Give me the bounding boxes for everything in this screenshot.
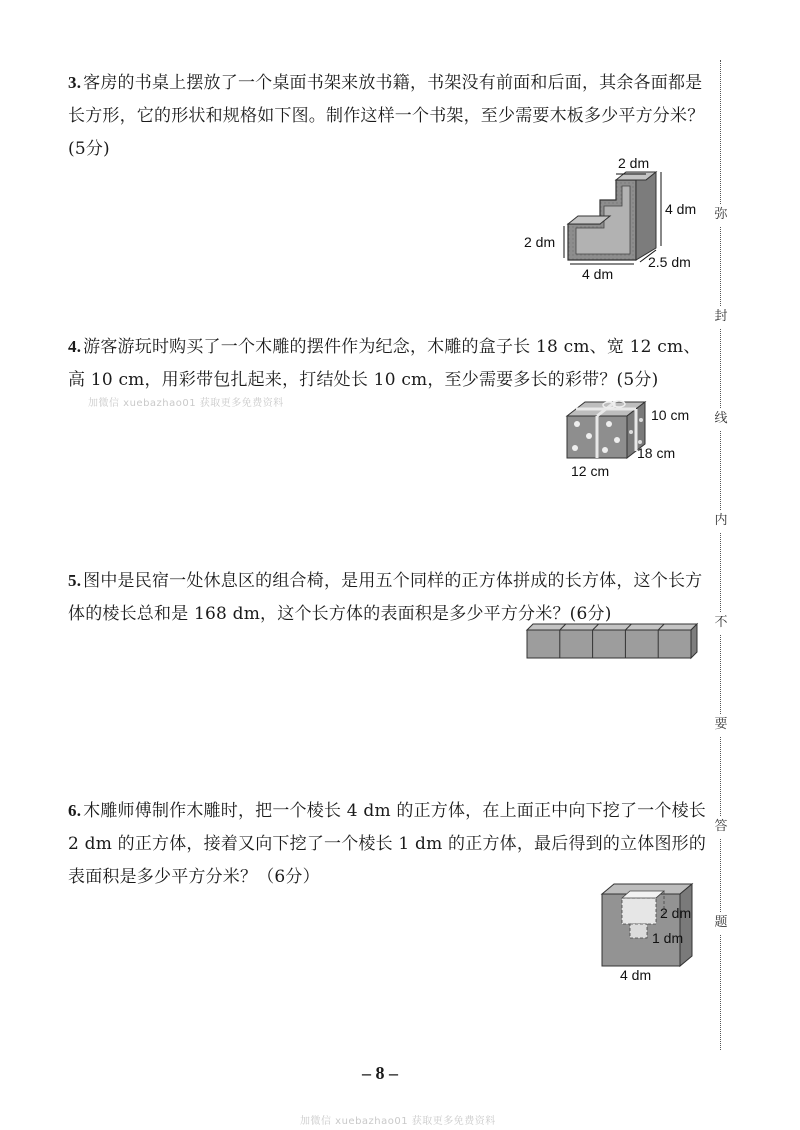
question-number: 4. — [68, 337, 82, 356]
bench-figure — [525, 622, 705, 662]
binding-char: 线 — [710, 408, 732, 430]
question-4 — [68, 330, 708, 397]
dim-label: 4 dm — [665, 201, 697, 217]
question-number: 3. — [68, 73, 82, 92]
question-text: 图中是民宿一处休息区的组合椅，是用五个同样的正方体拼成的长方体，这个长方体的棱长总和是 168 dm，这个长方体的表面积是多少平方分米？(6分) — [68, 571, 703, 624]
dim-label: 18 cm — [637, 445, 676, 461]
binding-char: 封 — [710, 306, 732, 328]
dim-label: 2 dm — [524, 234, 556, 250]
gift-box-figure — [555, 392, 715, 484]
dim-label: 2 dm — [660, 905, 692, 921]
page-number: – 8 – — [362, 1063, 398, 1083]
dim-label: 2.5 dm — [648, 254, 691, 270]
carved-cube-figure — [596, 880, 711, 990]
question-6 — [68, 794, 708, 894]
binding-char: 弥 — [710, 204, 732, 226]
dim-label: 12 cm — [571, 463, 610, 479]
dim-label: 2 dm — [618, 155, 650, 171]
binding-char: 要 — [710, 714, 732, 736]
dim-label: 1 dm — [652, 930, 684, 946]
question-5 — [68, 564, 708, 631]
binding-char: 答 — [710, 816, 732, 838]
question-text: 游客游玩时购买了一个木雕的摆件作为纪念，木雕的盒子长 18 cm、宽 12 cm、高 10 cm，用彩带包扎起来，打结处长 10 cm，至少需要多长的彩带？(5分) — [68, 337, 701, 390]
question-text: 客房的书桌上摆放了一个桌面书架来放书籍，书架没有前面和后面，其余各面都是长方形，它的形状和规格如下图。制作这样一个书架，至少需要木板多少平方分米？(5分) — [68, 73, 705, 159]
question-text: 木雕师傅制作木雕时，把一个棱长 4 dm 的正方体，在上面正中向下挖了一个棱长 2 dm 的正方体，接着又向下挖了一个棱长 1 dm 的正方体，最后得到的立体图形的表面积是多少平方分米？（6分） — [68, 801, 707, 887]
watermark: 加微信 xuebazhao01 获取更多免费资料 — [88, 398, 284, 409]
binding-char: 不 — [710, 612, 732, 634]
bookshelf-figure — [520, 150, 710, 285]
dim-label: 4 dm — [620, 967, 652, 983]
dim-label: 4 dm — [582, 266, 614, 282]
dim-label: 10 cm — [651, 407, 690, 423]
question-number: 5. — [68, 571, 82, 590]
binding-char: 题 — [710, 912, 732, 934]
binding-char: 内 — [710, 510, 732, 532]
watermark: 加微信 xuebazhao01 获取更多免费资料 — [300, 1116, 496, 1127]
question-number: 6. — [68, 801, 82, 820]
